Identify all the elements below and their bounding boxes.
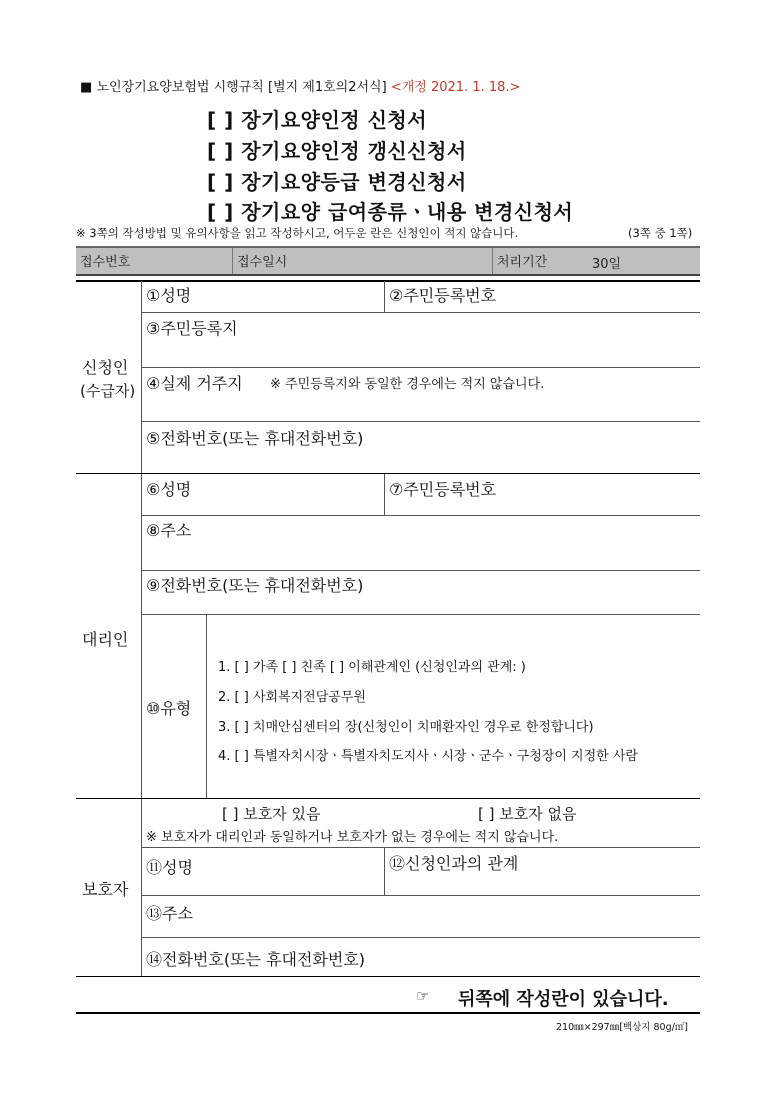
guardian-phone-field[interactable]: ⑭전화번호(또는 휴대전화번호) (146, 950, 366, 969)
revision-date: <개정 2021. 1. 18.> (390, 80, 521, 95)
agent-rrn-field[interactable]: ⑦주민등록번호 (389, 480, 497, 499)
paper-spec: 210㎜×297㎜[백상지 80g/㎡] (556, 1022, 689, 1033)
receipt-date-label: 접수일시 (237, 255, 288, 270)
applicant-section-sub: (수급자) (80, 382, 136, 400)
agent-type-option-dementia-center[interactable]: 3. [ ] 치매안심센터의 장(신청인이 치매환자인 경우로 한정합니다) (218, 720, 594, 735)
applicant-phone-field[interactable]: ⑤전화번호(또는 휴대전화번호) (146, 429, 364, 448)
agent-type-option-mayor-designee[interactable]: 4. [ ] 특별자치시장ㆍ특별자치도지사ㆍ시장ㆍ군수ㆍ구청장이 지정한 사람 (218, 749, 638, 764)
receipt-bar (76, 246, 700, 276)
guardian-relation-field[interactable]: ⑫신청인과의 관계 (389, 854, 519, 873)
guardian-section-label: 보호자 (82, 880, 129, 899)
title-benefit-change: [ ] 장기요양 급여종류ㆍ내용 변경신청서 (207, 200, 574, 224)
guardian-note: ※ 보호자가 대리인과 동일하거나 보호자가 없는 경우에는 적지 않습니다. (146, 830, 559, 845)
form-reference-line (80, 76, 520, 95)
guardian-present-option[interactable]: [ ] 보호자 있음 (222, 805, 321, 823)
receipt-number-label: 접수번호 (80, 255, 131, 270)
applicant-registered-address-field[interactable]: ③주민등록지 (146, 319, 238, 338)
agent-phone-field[interactable]: ⑨전화번호(또는 휴대전화번호) (146, 576, 364, 595)
title-application: [ ] 장기요양인정 신청서 (207, 108, 428, 132)
guardian-absent-option[interactable]: [ ] 보호자 없음 (478, 805, 577, 823)
applicant-name-field[interactable]: ①성명 (146, 286, 192, 305)
agent-type-label: ⑩유형 (146, 699, 192, 718)
title-grade-change: [ ] 장기요양등급 변경신청서 (207, 170, 467, 194)
agent-section-label: 대리인 (82, 630, 129, 649)
guardian-name-field[interactable]: ⑪성명 (146, 858, 193, 877)
applicant-section-label: 신청인 (82, 358, 129, 377)
processing-period-value: 30일 (592, 257, 622, 272)
applicant-rrn-field[interactable]: ②주민등록번호 (389, 286, 497, 305)
guardian-address-field[interactable]: ⑬주소 (146, 904, 193, 923)
back-page-notice: 뒤쪽에 작성란이 있습니다. (458, 989, 669, 1010)
pointing-hand-icon: ☞ (416, 987, 430, 1005)
page-indicator: (3쪽 중 1쪽) (628, 226, 693, 240)
form-reference: 노인장기요양보험법 시행규칙 [별지 제1호의2서식] (96, 80, 387, 95)
agent-type-option-social-worker[interactable]: 2. [ ] 사회복지전담공무원 (218, 690, 366, 705)
square-bullet-icon: ■ (80, 80, 93, 95)
applicant-actual-address-note: ※ 주민등록지와 동일한 경우에는 적지 않습니다. (270, 377, 545, 392)
agent-address-field[interactable]: ⑧주소 (146, 521, 192, 540)
agent-name-field[interactable]: ⑥성명 (146, 480, 192, 499)
processing-period-label: 처리기간 (497, 255, 548, 270)
title-renewal: [ ] 장기요양인정 갱신신청서 (207, 139, 467, 163)
agent-type-option-family[interactable]: 1. [ ] 가족 [ ] 친족 [ ] 이해관계인 (신청인과의 관계: ) (218, 660, 526, 675)
instructions-notice: ※ 3쪽의 작성방법 및 유의사항을 읽고 작성하시고, 어두운 란은 신청인이 적지 않습니다. (76, 226, 519, 240)
applicant-actual-address-field[interactable]: ④실제 거주지 (146, 374, 243, 393)
